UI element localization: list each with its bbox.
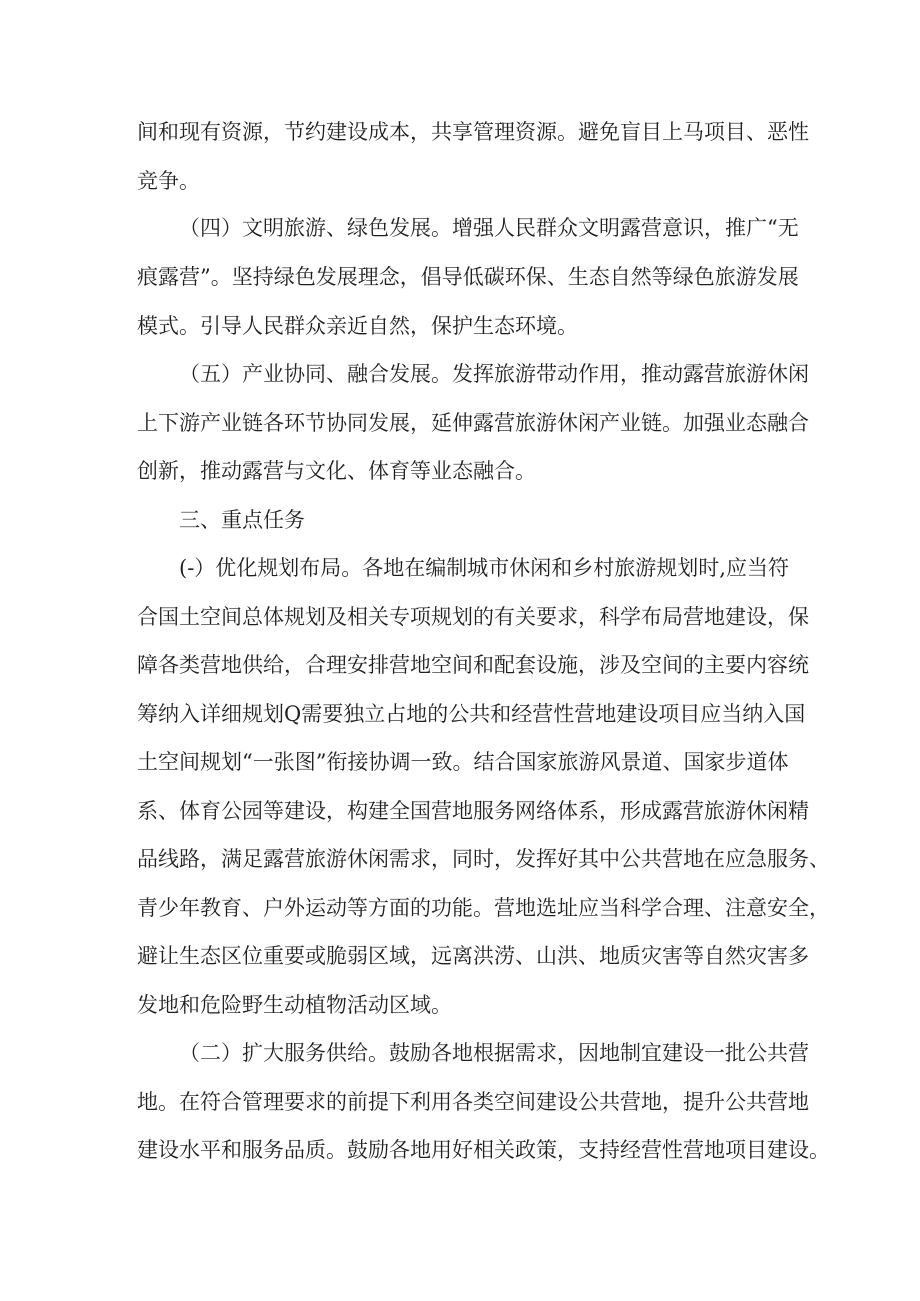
paragraph-line: 青少年教育、户外运动等方面的功能。营地选址应当科学合理、注意安全，: [137, 896, 830, 920]
paragraph-line: 痕露营”。坚持绿色发展理念，倡导低碳环保、生态自然等绿色旅游发展: [137, 265, 799, 289]
paragraph-line: 模式。引导人民群众亲近自然，保护生态环境。: [137, 314, 578, 338]
paragraph-line: 创新，推动露营与文化、体育等业态融合。: [137, 459, 536, 483]
paragraph-line: 系、体育公园等建设，构建全国营地服务网络体系，形成露营旅游休闲精: [137, 799, 809, 823]
paragraph-line: 合国土空间总体规划及相关专项规划的有关要求，科学布局营地建设，保: [137, 605, 809, 629]
paragraph-line: (-）优化规划布局。各地在编制城市休闲和乡村旅游规划时,应当符: [179, 556, 789, 580]
paragraph-line: 竞争。: [137, 169, 200, 193]
paragraph-line: 上下游产业链各环节协同发展，延伸露营旅游休闲产业链。加强业态融合: [137, 411, 809, 435]
paragraph-line: 建设水平和服务品质。鼓励各地用好相关政策，支持经营性营地项目建设。: [137, 1138, 830, 1162]
paragraph-line: 间和现有资源，节约建设成本，共享管理资源。避免盲目上马项目、恶性: [137, 120, 809, 144]
paragraph-line: （四）文明旅游、绿色发展。增强人民群众文明露营意识，推广“无: [179, 216, 799, 240]
paragraph-line: 地。在符合管理要求的前提下利用各类空间建设公共营地，提升公共营地: [137, 1090, 809, 1114]
paragraph-line: 筹纳入详细规划Q需要独立占地的公共和经营性营地建设项目应当纳入国: [137, 702, 806, 726]
paragraph-line: （二）扩大服务供给。鼓励各地根据需求，因地制宜建设一批公共营: [179, 1041, 809, 1065]
paragraph-line: 障各类营地供给，合理安排营地空间和配套设施，涉及空间的主要内容统: [137, 653, 809, 677]
paragraph-line: 发地和危险野生动植物活动区域。: [137, 993, 452, 1017]
paragraph-line: 避让生态区位重要或脆弱区域，远离洪涝、山洪、地质灾害等自然灾害多: [137, 944, 809, 968]
paragraph-line: 品线路，满足露营旅游休闲需求，同时，发挥好其中公共营地在应急服务、: [137, 847, 830, 871]
paragraph-line: 土空间规划“一张图”衔接协调一致。结合国家旅游风景道、国家步道体: [137, 750, 789, 774]
paragraph-line: （五）产业协同、融合发展。发挥旅游带动作用，推动露营旅游休闲: [179, 362, 809, 386]
section-heading: 三、重点任务: [179, 508, 305, 532]
